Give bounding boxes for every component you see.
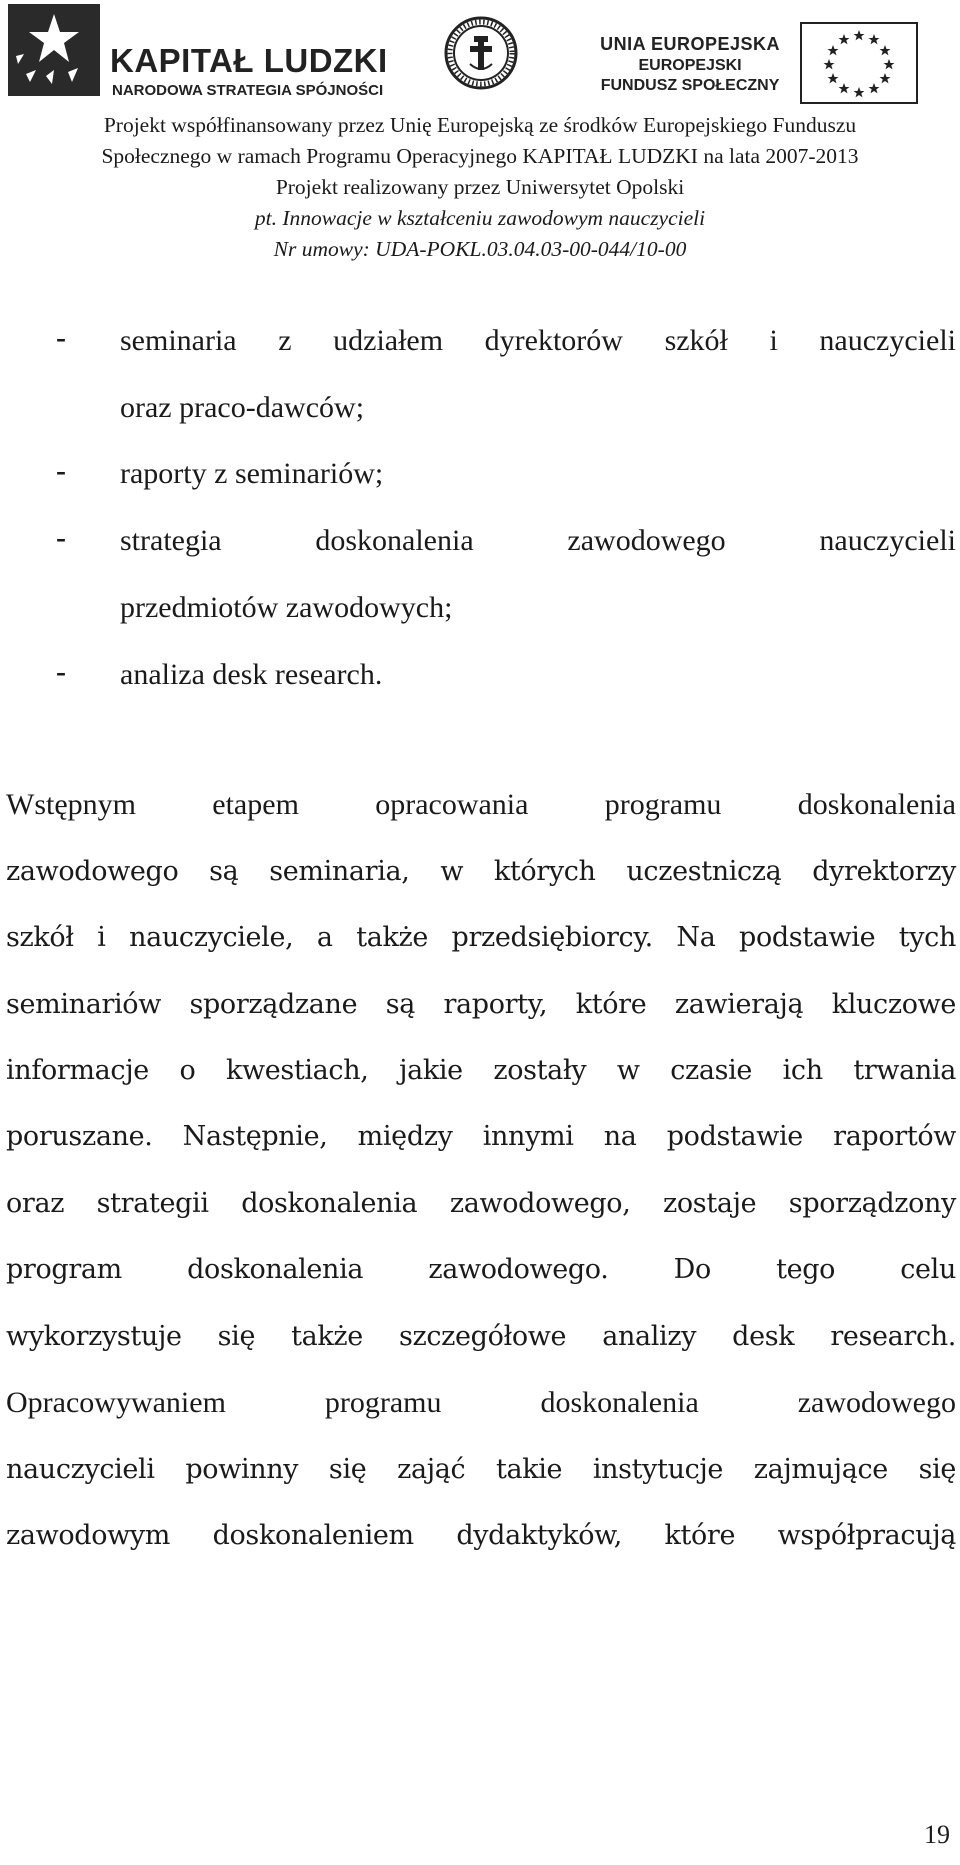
list-item-continuation: przedmiotów zawodowych; xyxy=(120,591,453,624)
eu-fund-label xyxy=(600,34,780,95)
paragraph-line: zawodowym doskonaleniem dydaktyków, które współpracują xyxy=(6,1520,956,1551)
eu-line-3: FUNDUSZ SPOŁECZNY xyxy=(600,77,780,94)
project-title-line: pt. Innowacje w kształceniu zawodowym nauczycieli xyxy=(254,206,706,230)
paragraph-line: oraz strategii doskonalenia zawodowego, zostaje sporządzony xyxy=(6,1188,956,1219)
university-seal-icon xyxy=(444,16,518,90)
paragraph-line: informacje o kwestiach, jakie zostały w czasie ich trwania xyxy=(6,1055,956,1086)
project-line-1: Projekt współfinansowany przez Unię Europejską ze środków Europejskiego Funduszu xyxy=(103,113,857,137)
paragraph-line: Opracowywaniem programu doskonalenia zawodowego xyxy=(6,1386,956,1419)
paragraph-line: poruszane. Następnie, między innymi na podstawie raportów xyxy=(6,1121,956,1152)
list-item: strategia doskonalenia zawodowego nauczycieli xyxy=(120,524,956,557)
paragraph-line: program doskonalenia zawodowego. Do tego celu xyxy=(6,1254,956,1285)
bullet-dash: - xyxy=(56,655,66,688)
bullet-dash: - xyxy=(56,321,66,354)
paragraph-line: wykorzystuje się także szczegółowe analizy desk research. xyxy=(6,1321,956,1352)
eu-line-2: EUROPEJSKI xyxy=(638,57,742,74)
bullet-dash: - xyxy=(56,521,66,554)
eu-line-1: UNIA EUROPEJSKA xyxy=(600,34,780,54)
list-item: seminaria z udziałem dyrektorów szkół i nauczycieli xyxy=(120,324,956,357)
kapital-ludzki-subtitle: NARODOWA STRATEGIA SPÓJNOŚCI xyxy=(112,82,384,99)
eu-flag-icon xyxy=(800,22,918,104)
paragraph-line: nauczycieli powinny się zająć takie instytucje zajmujące się xyxy=(6,1454,956,1485)
list-item: analiza desk research. xyxy=(120,658,383,691)
list-item: raporty z seminariów; xyxy=(120,457,384,490)
kapital-ludzki-logo xyxy=(6,4,426,100)
project-line-3: Projekt realizowany przez Uniwersytet Opolski xyxy=(275,175,685,199)
paragraph-line: Wstępnym etapem opracowania programu doskonalenia xyxy=(6,788,956,821)
list-item-continuation: oraz praco-dawców; xyxy=(120,391,365,424)
paragraph-line: seminariów sporządzane są raporty, które zawierają kluczowe xyxy=(6,989,956,1020)
project-line-2: Społecznego w ramach Programu Operacyjnego KAPITAŁ LUDZKI na lata 2007-2013 xyxy=(101,144,859,168)
bullet-dash: - xyxy=(56,454,66,487)
paragraph-line: zawodowego są seminaria, w których uczestniczą dyrektorzy xyxy=(6,856,956,887)
kapital-ludzki-emblem-icon xyxy=(6,4,102,100)
page-number: 19 xyxy=(924,1820,950,1849)
paragraph-line: szkół i nauczyciele, a także przedsiębiorcy. Na podstawie tych xyxy=(6,922,956,953)
contract-number-line: Nr umowy: UDA-POKL.03.04.03-00-044/10-00 xyxy=(273,237,687,261)
kapital-ludzki-title: KAPITAŁ LUDZKI xyxy=(110,42,388,79)
